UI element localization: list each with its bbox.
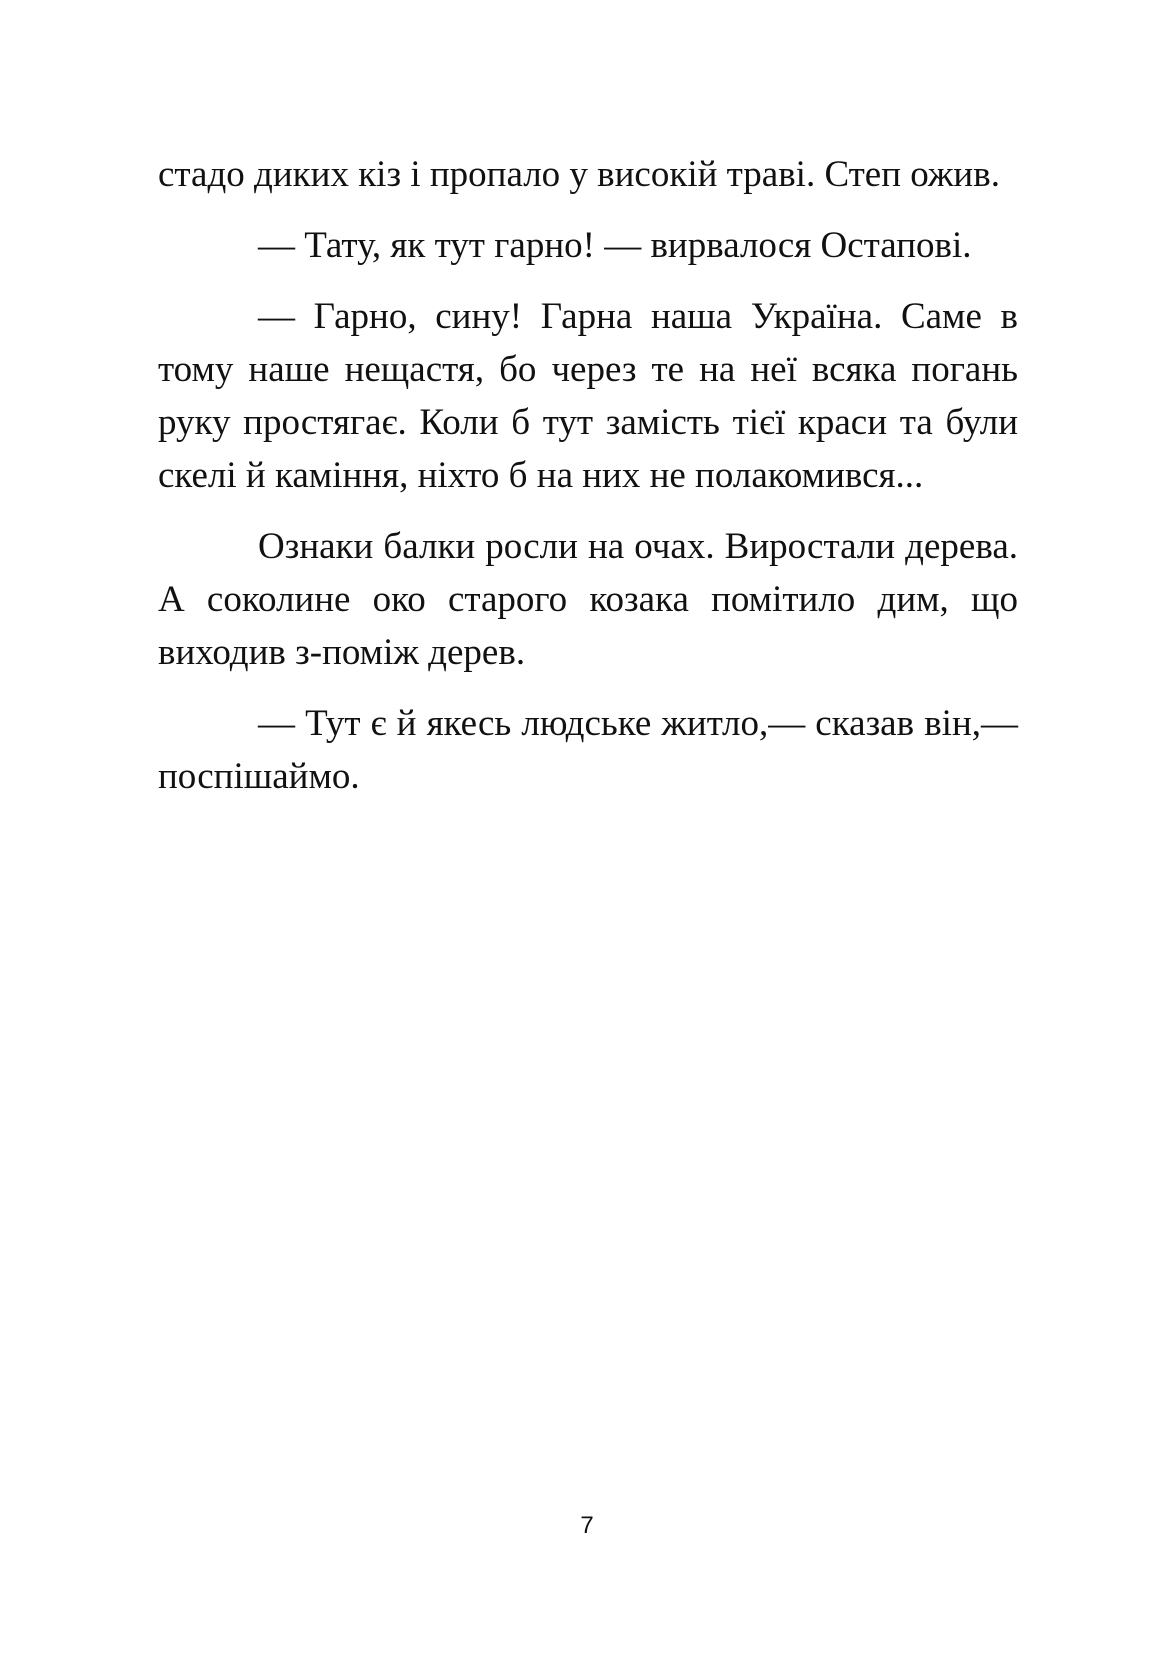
- paragraph-dialogue-3: — Тут є й якесь людське житло,— сказав він,— поспішаймо.: [158, 703, 1018, 797]
- paragraph-narration: Ознаки балки росли на очах. Виростали дерева. А соколине око старого козака помітило дим, що виходив з-поміж дерев.: [158, 526, 1018, 673]
- paragraph-continuation: стадо диких кіз і пропало у високій траві. Степ ожив.: [158, 154, 1000, 195]
- page-number: 7: [580, 1512, 594, 1539]
- body-text: [158, 148, 1018, 821]
- paragraph-dialogue-1: — Тату, як тут гарно! — вирвалося Остапові.: [258, 225, 972, 266]
- paragraph-dialogue-2: — Гарно, сину! Гарна наша Україна. Саме в тому наше нещастя, бо через те на неї всяка погань руку простягає. Коли б тут замість тієї краси та були скелі й каміння, ніхто б на них не полакомився...: [158, 296, 1018, 496]
